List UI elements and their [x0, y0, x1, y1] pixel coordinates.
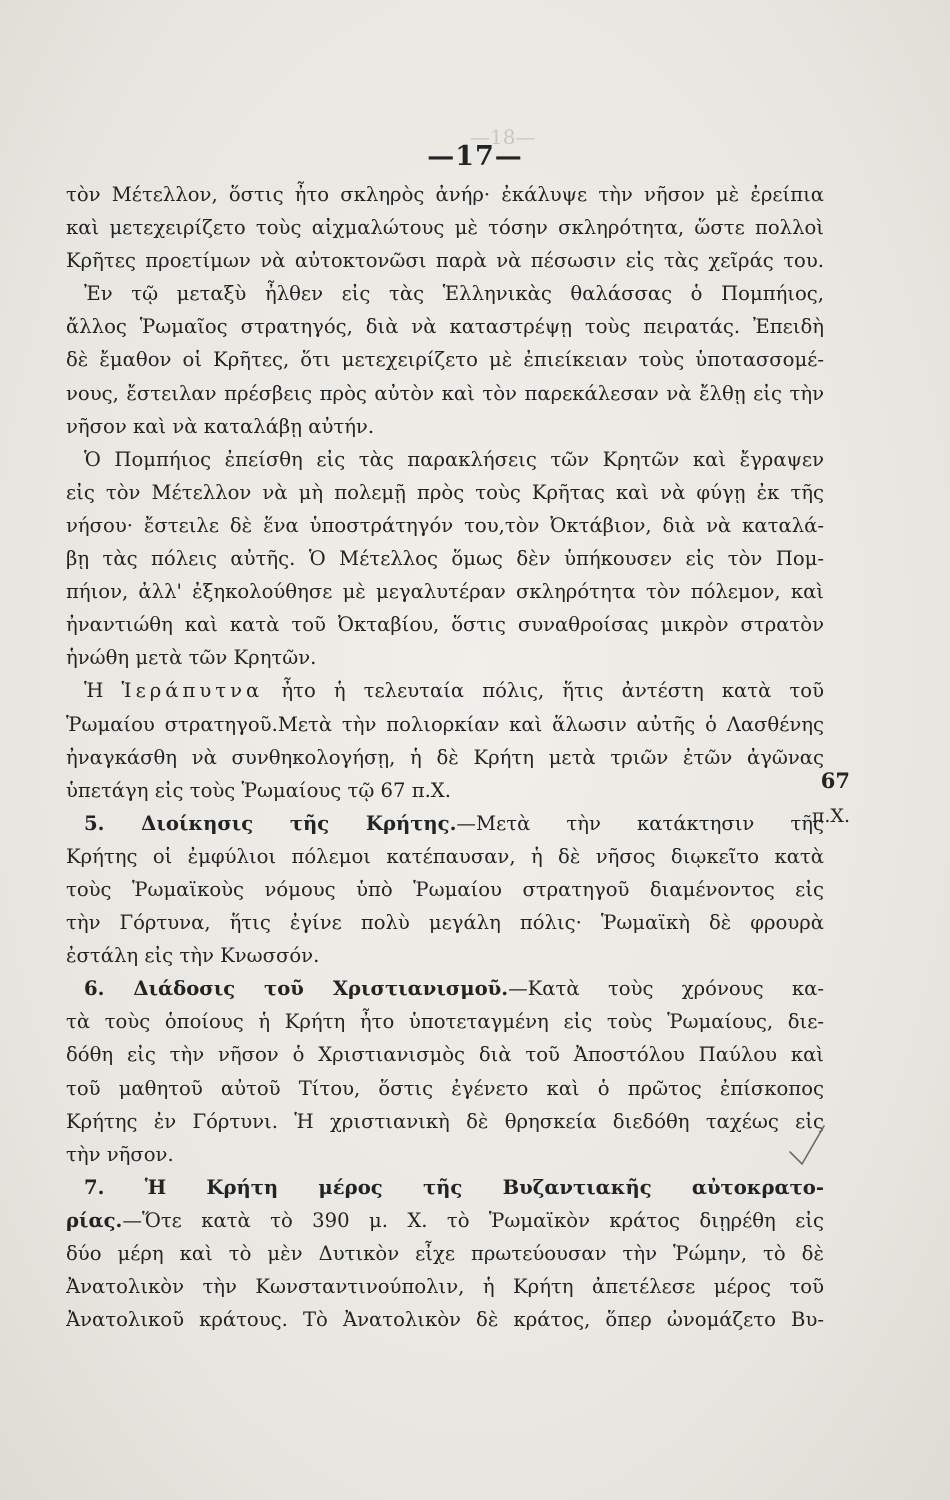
text-line	[66, 244, 824, 277]
text-line	[66, 972, 824, 1005]
page-number: —17—	[427, 141, 523, 172]
pencil-check-mark	[788, 1120, 828, 1170]
text-line	[66, 1303, 824, 1336]
text-line	[66, 178, 824, 211]
text-line	[66, 211, 824, 244]
text-line	[66, 310, 824, 343]
text-line	[66, 1038, 824, 1071]
line-text: ἄλλος Ῥωμαῖος στρατηγός, διὰ νὰ καταστρέψῃ τοὺς πειρατάς. Ἐπειδὴ	[66, 315, 824, 339]
line-text: τοὺς Ῥωμαϊκοὺς νόμους ὑπὸ Ῥωμαίου στρατηγοῦ διαμένοντος εἰς	[66, 877, 824, 901]
text-line	[66, 443, 824, 476]
text-line	[66, 542, 824, 575]
line-text: καὶ μετεχειρίζετο τοὺς αἰχμαλώτους μὲ τόσην σκληρότητα, ὥστε πολλοὶ	[66, 216, 824, 240]
line-text-rest: —Ὅτε κατὰ τὸ 390 μ. Χ. τὸ Ῥωμαϊκὸν κράτος διῃρέθη εἰς	[122, 1208, 824, 1232]
line-text: Ὁ Πομπήιος ἐπείσθη εἰς τὰς παρακλήσεις τῶν Κρητῶν καὶ ἔγραψεν	[84, 447, 824, 471]
section-heading: 7. Ἡ Κρήτη μέρος τῆς Βυζαντιακῆς αὐτοκρατο-	[84, 1175, 824, 1199]
line-text: Ἡ	[84, 679, 104, 703]
text-line	[66, 1138, 824, 1171]
line-text: δὲ ἔμαθον οἱ Κρῆτες, ὅτι μετεχειρίζετο μὲ ἐπιείκειαν τοὺς ὑποτασσομέ-	[66, 348, 824, 372]
line-text: τὸν Μέτελλον, ὅστις ἦτο σκληρὸς ἀνήρ· ἐκάλυψε τὴν νῆσον μὲ ἐρείπια	[66, 183, 824, 206]
text-line	[66, 1005, 824, 1038]
line-text: νῆσον καὶ νὰ καταλάβῃ αὐτήν.	[66, 414, 375, 438]
line-text: Ἐν τῷ μεταξὺ ἦλθεν εἰς τὰς Ἑλληνικὰς θαλάσσας ὁ Πομπήιος,	[84, 282, 824, 306]
line-text: νήσου· ἔστειλε δὲ ἕνα ὑποστράτηγόν του,τὸν Ὀκτάβιον, διὰ νὰ καταλά-	[66, 513, 824, 537]
line-text: Κρήτης οἱ ἐμφύλιοι πόλεμοι κατέπαυσαν, ἡ δὲ νῆσος διῳκεῖτο κατὰ	[66, 844, 824, 868]
text-line	[66, 708, 824, 741]
line-text: Κρήτης ἐν Γόρτυνι. Ἡ χριστιανικὴ δὲ θρησκεία διεδόθη ταχέως εἰς	[66, 1109, 824, 1133]
line-text: ἠναντιώθη καὶ κατὰ τοῦ Ὀκταβίου, ὅστις συναθροίσας μικρὸν στρατὸν	[66, 613, 824, 637]
text-line	[66, 939, 824, 972]
bleed-through-page-number: —18—	[470, 125, 536, 149]
text-line	[66, 377, 824, 410]
line-text: ἡνώθη μετὰ τῶν Κρητῶν.	[66, 646, 317, 670]
line-text: τὰ τοὺς ὁποίους ἡ Κρήτη ἦτο ὑποτεταγμένη εἰς τοὺς Ῥωμαίους, διε-	[66, 1010, 824, 1034]
line-text: νους, ἔστειλαν πρέσβεις πρὸς αὐτὸν καὶ τὸν παρεκάλεσαν νὰ ἔλθῃ εἰς τὴν	[66, 381, 824, 405]
text-line	[66, 1270, 824, 1303]
line-text: τὴν νῆσον.	[66, 1142, 174, 1166]
text-line	[66, 1204, 824, 1237]
text-line	[66, 1171, 824, 1204]
line-text: Κρῆτες προετίμων νὰ αὐτοκτονῶσι παρὰ νὰ πέσωσιν εἰς τὰς χεῖράς του.	[66, 249, 824, 273]
section-heading: ρίας.	[66, 1208, 123, 1232]
text-line	[66, 674, 824, 707]
line-text-rest: —Κατὰ τοὺς χρόνους κα-	[508, 977, 824, 1001]
text-line	[66, 741, 824, 774]
line-text: τὴν Γόρτυνα, ἥτις ἐγίνε πολὺ μεγάλη πόλις· Ῥωμαϊκὴ δὲ φρουρὰ	[66, 911, 824, 935]
text-line	[66, 575, 824, 608]
text-line	[66, 840, 824, 873]
line-text: δόθη εἰς τὴν νῆσον ὁ Χριστιανισμὸς διὰ τοῦ Ἀποστόλου Παύλου καὶ	[66, 1043, 824, 1067]
line-text: Ῥωμαίου στρατηγοῦ.Μετὰ τὴν πολιορκίαν καὶ ἅλωσιν αὐτῆς ὁ Λασθένης	[66, 712, 824, 736]
section-heading: 6. Διάδοσις τοῦ Χριστιανισμοῦ.	[84, 977, 509, 1001]
line-text-rest: ἦτο ἡ τελευταία πόλις, ἥτις ἀντέστη κατὰ τοῦ	[281, 679, 824, 703]
text-line	[66, 774, 824, 807]
text-line	[66, 641, 824, 674]
text-line	[66, 807, 824, 840]
line-text: τοῦ μαθητοῦ αὐτοῦ Τίτου, ὅστις ἐγένετο καὶ ὁ πρῶτος ἐπίσκοπος	[66, 1076, 824, 1100]
line-text: ὑπετάγη εἰς τοὺς Ῥωμαίους τῷ 67 π.Χ.	[66, 778, 451, 802]
text-line	[66, 1105, 824, 1138]
section-heading: 5. Διοίκησις τῆς Κρήτης.	[84, 811, 457, 835]
text-line	[66, 476, 824, 509]
line-text: δύο μέρη καὶ τὸ μὲν Δυτικὸν εἶχε πρωτεύουσαν τὴν Ῥώμην, τὸ δὲ	[66, 1242, 824, 1265]
text-line	[66, 277, 824, 310]
line-text: βῃ τὰς πόλεις αὐτῆς. Ὁ Μέτελλος ὅμως δὲν ὑπήκουσεν εἰς τὸν Πομ-	[66, 547, 824, 571]
text-line	[66, 906, 824, 939]
line-text: Ἀνατολικὸν τὴν Κωνσταντινούπολιν, ἡ Κρήτη ἀπετέλεσε μέρος τοῦ	[66, 1275, 824, 1299]
text-line	[66, 343, 824, 376]
margin-note-era: π.Χ.	[811, 805, 850, 827]
text-line	[66, 873, 824, 906]
text-line	[66, 410, 824, 443]
line-text: ἐστάλη εἰς τὴν Κνωσσόν.	[66, 944, 320, 968]
margin-note-year: 67	[820, 768, 850, 793]
text-line	[66, 1072, 824, 1105]
line-text: Ἀνατολικοῦ κράτους. Τὸ Ἀνατολικὸν δὲ κράτος, ὅπερ ὠνομάζετο Βυ-	[66, 1308, 824, 1332]
line-text: πήιον, ἀλλ' ἐξηκολούθησε μὲ μεγαλυτέραν σκληρότητα τὸν πόλεμον, καὶ	[66, 580, 824, 604]
spaced-emphasis: Ἱεράπυτνα	[121, 679, 264, 703]
line-text-rest: —Μετὰ τὴν κατάκτησιν τῆς	[456, 811, 824, 835]
text-line	[66, 1237, 824, 1270]
line-text: ἠναγκάσθη νὰ συνθηκολογήσῃ, ἡ δὲ Κρήτη μετὰ τριῶν ἐτῶν ἀγῶνας	[66, 745, 824, 769]
text-line	[66, 509, 824, 542]
body-text	[66, 178, 824, 1336]
text-line	[66, 608, 824, 641]
line-text: εἰς τὸν Μέτελλον νὰ μὴ πολεμῇ πρὸς τοὺς Κρῆτας καὶ νὰ φύγῃ ἐκ τῆς	[66, 480, 824, 504]
